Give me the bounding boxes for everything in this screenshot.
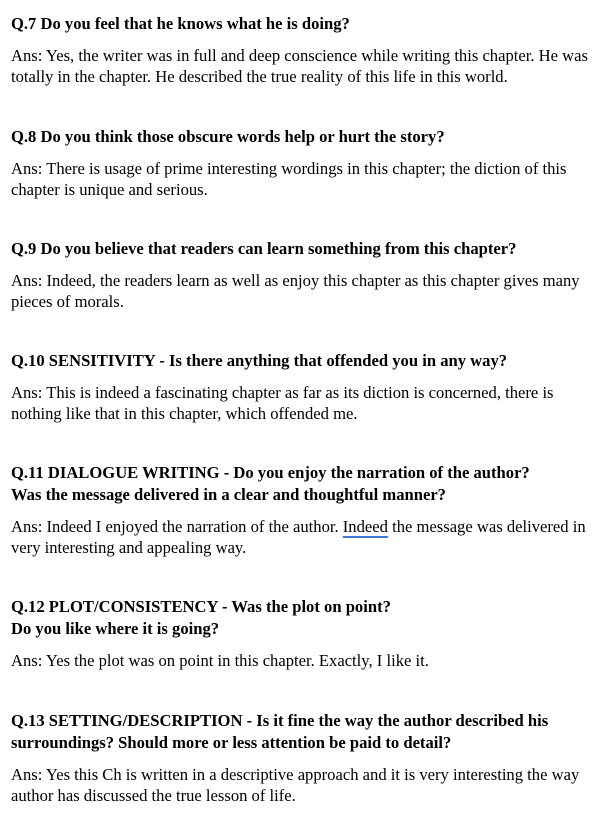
qa-item-9	[11, 238, 592, 312]
grammar-flagged-word[interactable]: Indeed	[342, 517, 388, 536]
answer-7: Ans: Yes, the writer was in full and deep conscience while writing this chapter. He was totally in the chapter. He described the true reality of this life in this world.	[11, 46, 588, 86]
question-9: Q.9 Do you believe that readers can learn something from this chapter?	[11, 239, 517, 258]
answer-8: Ans: There is usage of prime interesting wordings in this chapter; the diction of this chapter is unique and serious.	[11, 159, 567, 199]
answer-11	[11, 516, 592, 558]
question-11-line-2: Was the message delivered in a clear and thoughtful manner?	[11, 485, 446, 504]
answer-13: Ans: Yes this Ch is written in a descriptive approach and it is very interesting the way author has discussed the true lesson of life.	[11, 765, 580, 805]
qa-item-12	[11, 596, 592, 671]
question-8: Q.8 Do you think those obscure words help or hurt the story?	[11, 127, 445, 146]
question-11	[11, 462, 592, 506]
answer-9: Ans: Indeed, the readers learn as well as enjoy this chapter as this chapter gives many pieces of morals.	[11, 271, 580, 311]
answer-11-part-2: the message was delivered in very interesting and appealing way.	[11, 517, 586, 557]
question-12-line-1: Q.12 PLOT/CONSISTENCY - Was the plot on point?	[11, 597, 391, 616]
answer-11-part-1: Ans: Indeed I enjoyed the narration of the author.	[11, 517, 343, 536]
qa-item-11	[11, 462, 592, 558]
answer-12: Ans: Yes the plot was on point in this chapter. Exactly, I like it.	[11, 651, 429, 670]
qa-item-10	[11, 350, 592, 424]
qa-item-7	[11, 13, 592, 87]
question-12	[11, 596, 592, 640]
question-10: Q.10 SENSITIVITY - Is there anything that offended you in any way?	[11, 351, 508, 370]
question-11-line-1: Q.11 DIALOGUE WRITING - Do you enjoy the narration of the author?	[11, 463, 530, 482]
qa-item-8	[11, 126, 592, 200]
question-13: Q.13 SETTING/DESCRIPTION - Is it fine the way the author described his surroundings? Should more or less attention be paid to detail?	[11, 711, 549, 752]
question-12-line-2: Do you like where it is going?	[11, 619, 220, 638]
qa-item-13	[11, 710, 592, 806]
answer-10: Ans: This is indeed a fascinating chapter as far as its diction is concerned, there is nothing like that in this chapter, which offended me.	[11, 383, 554, 423]
question-7: Q.7 Do you feel that he knows what he is doing?	[11, 14, 350, 33]
